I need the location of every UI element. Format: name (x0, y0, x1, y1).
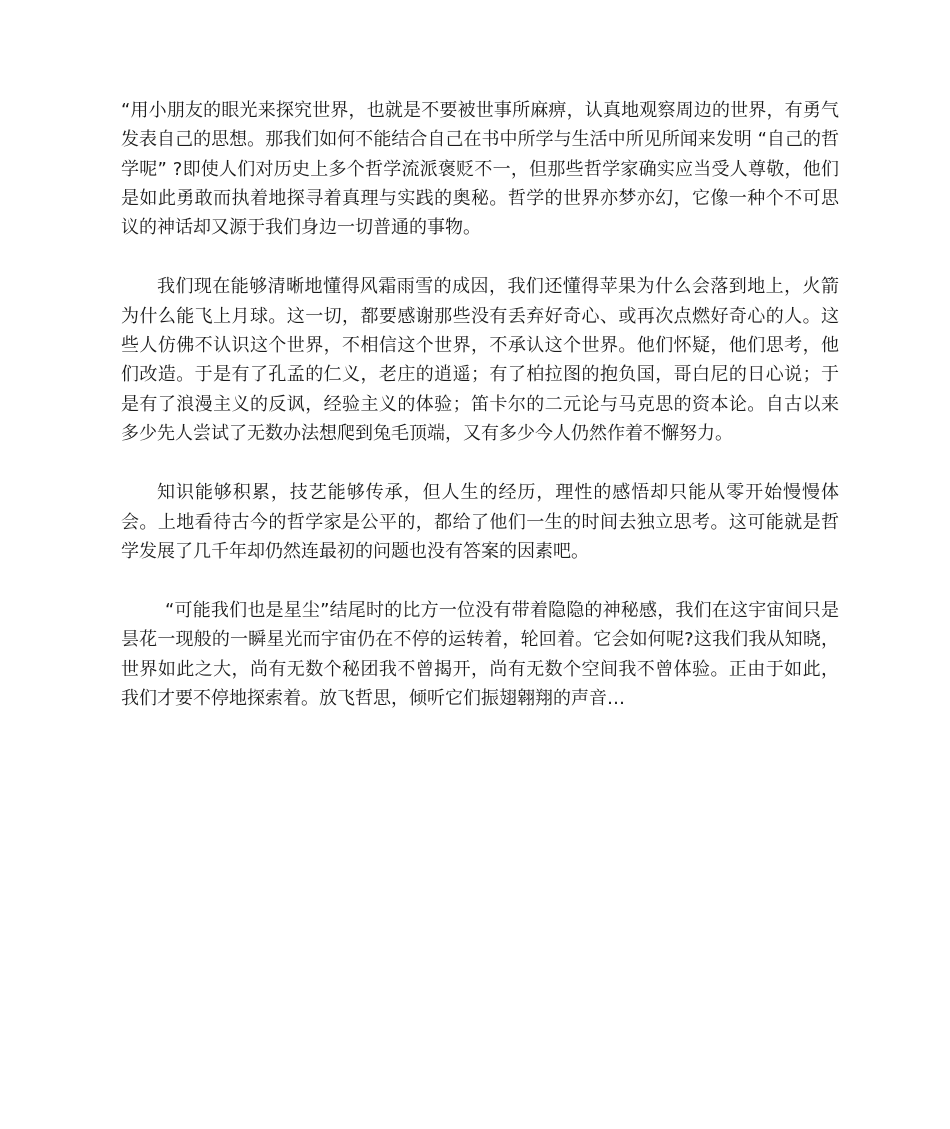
paragraph-3: 知识能够积累，技艺能够传承，但人生的经历，理性的感悟却只能从零开始慢慢体会。上地看待古今的哲学家是公平的，都给了他们一生的时间去独立思考。这可能就是哲学发展了几千年却仍然连最初的问题也没有答案的因素吧。 (121, 482, 839, 562)
paragraph-1: “用小朋友的眼光来探究世界，也就是不要被世事所麻痹，认真地观察周边的世界，有勇气发表自己的思想。那我们如何不能结合自己在书中所学与生活中所见所闻来发明 “自己的哲学呢” ?即使人们对历史上多个哲学流派褒贬不一，但那些哲学家确实应当受人尊敬，他们是如此勇敢而执着地探寻着真理与实践的奥秘。哲学的世界亦梦亦幻，它像一种个不可思议的神话却又源于我们身边一切普通的事物。 (121, 100, 839, 239)
document-body (121, 96, 839, 713)
paragraph-2: 我们现在能够清晰地懂得风霜雨雪的成因，我们还懂得苹果为什么会落到地上，火箭为什么能飞上月球。这一切，都要感谢那些没有丢弃好奇心、或再次点燃好奇心的人。这些人仿佛不认识这个世界，不相信这个世界，不承认这个世界。他们怀疑，他们思考，他们改造。于是有了孔孟的仁义，老庄的逍遥；有了柏拉图的抱负国，哥白尼的日心说；于是有了浪漫主义的反讽，经验主义的体验；笛卡尔的二元论与马克思的资本论。自古以来多少先人尝试了无数办法想爬到兔毛顶端，又有多少今人仍然作着不懈努力。 (121, 276, 839, 444)
paragraph-4: “可能我们也是星尘”结尾时的比方一位没有带着隐隐的神秘感，我们在这宇宙间只是昙花一现般的一瞬星光而宇宙仍在不停的运转着，轮回着。它会如何呢?这我们我从知晓，世界如此之大，尚有无数个秘团我不曾揭开，尚有无数个空间我不曾体验。正由于如此，我们才要不停地探索着。放飞哲思，倾听它们振翅翱翔的声音… (121, 600, 839, 710)
